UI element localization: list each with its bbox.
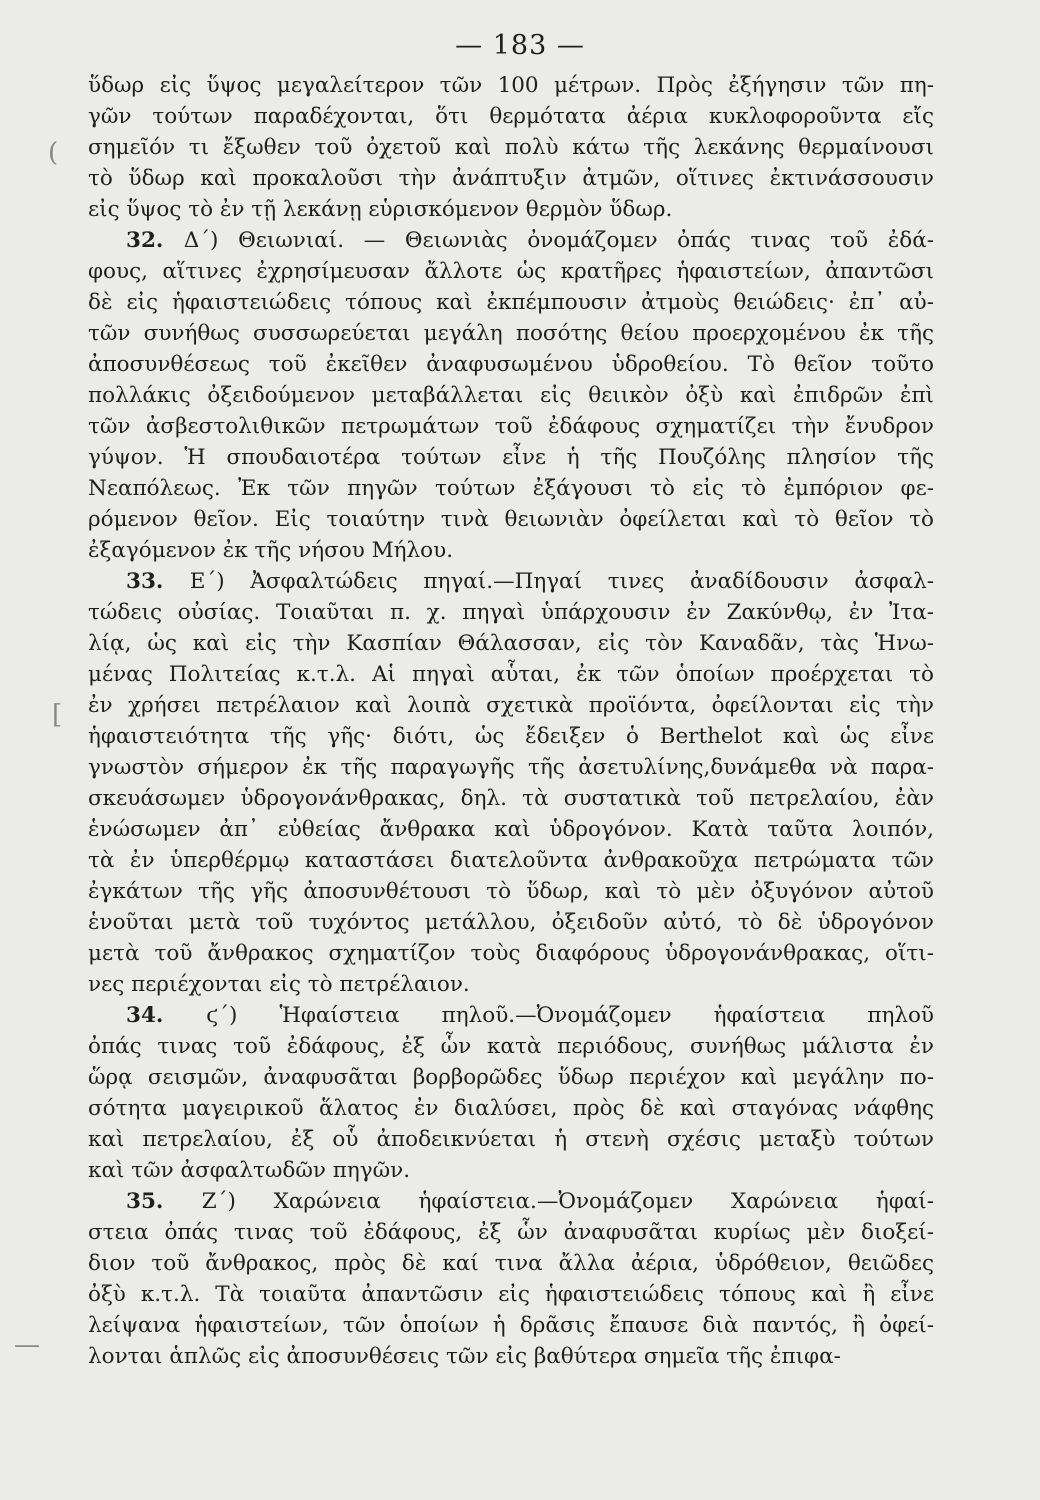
section-number: 33. (126, 569, 190, 594)
line-text: σημεῖόν τι ἔξωθεν τοῦ ὀχετοῦ καὶ πολὺ κάτω τῆς λεκάνης θερμαίνουσι (88, 135, 934, 160)
text-line (88, 318, 934, 349)
text-line (88, 1124, 934, 1155)
text-line (88, 1031, 934, 1062)
text-line (88, 349, 934, 380)
line-text: δὲ εἰς ἡφαιστειώδεις τόπους καὶ ἐκπέμπουσιν ἀτμοὺς θειώδεις· ἐπ᾽ αὐ- (88, 290, 934, 315)
line-text: νες περιέχονται εἰς τὸ πετρέλαιον. (88, 972, 470, 997)
text-line (88, 256, 934, 287)
text-line (88, 1062, 934, 1093)
line-text: ἑνοῦται μετὰ τοῦ τυχόντος μετάλλου, ὀξειδοῦν αὐτό, τὸ δὲ ὑδρογόνον (88, 910, 934, 935)
text-line (88, 70, 934, 101)
line-text: τώδεις οὐσίας. Τοιαῦται π. χ. πηγαὶ ὑπάρχουσιν ἐν Ζακύνθῳ, ἐν Ἰτα- (88, 600, 934, 625)
line-text: ὥρᾳ σεισμῶν, ἀναφυσᾶται βορβορῶδες ὕδωρ περιέχον καὶ μεγάλην πο- (88, 1065, 934, 1090)
line-text: διον τοῦ ἄνθρακος, πρὸς δὲ καί τινα ἄλλα ἀέρια, ὑδρόθειον, θειῶδες (88, 1251, 934, 1276)
line-text: ἑνώσωμεν ἀπ᾽ εὐθείας ἄνθρακα καὶ ὑδρογόνον. Κατὰ ταῦτα λοιπόν, (88, 817, 934, 842)
line-text: σότητα μαγειρικοῦ ἅλατος ἐν διαλύσει, πρὸς δὲ καὶ σταγόνας νάφθης (88, 1096, 934, 1121)
text-line (88, 380, 934, 411)
line-text: τῶν συνήθως συσσωρεύεται μεγάλη ποσότης θείου προερχομένου ἐκ τῆς (88, 321, 934, 346)
text-line (88, 969, 934, 1000)
text-line (88, 194, 934, 225)
line-text: Ζ΄) Χαρώνεια ἡφαίστεια.—Ὀνομάζομεν Χαρώνεια ἡφαί- (201, 1189, 934, 1214)
text-line (88, 1279, 934, 1310)
body-text (88, 70, 934, 1372)
section-number: 34. (126, 1003, 207, 1028)
text-line (88, 690, 934, 721)
margin-dash-mark: — (14, 1330, 40, 1360)
text-line (88, 101, 934, 132)
text-line (88, 938, 934, 969)
line-text: Νεαπόλεως. Ἐκ τῶν πηγῶν τούτων ἐξάγουσι τὸ εἰς τὸ ἐμπόριον φε- (88, 476, 934, 501)
line-text: ἡφαιστειότητα τῆς γῆς· διότι, ὡς ἔδειξεν ὁ Berthelot καὶ ὡς εἶνε (88, 724, 934, 749)
line-text: γνωστὸν σήμερον ἐκ τῆς παραγωγῆς τῆς ἀσετυλίνης,δυνάμεθα νὰ παρα- (88, 755, 934, 780)
line-text: Ε΄) Ἀσφαλτώδεις πηγαί.—Πηγαί τινες ἀναδίδουσιν ἀσφαλ- (189, 569, 934, 594)
line-text: ἐν χρήσει πετρέλαιον καὶ λοιπὰ σχετικὰ προϊόντα, ὀφείλονται εἰς τὴν (88, 693, 934, 718)
line-text: ὀπάς τινας τοῦ ἐδάφους, ἐξ ὧν κατὰ περιόδους, συνήθως μάλιστα ἐν (88, 1034, 934, 1059)
line-text: πολλάκις ὀξειδούμενον μεταβάλλεται εἰς θειικὸν ὀξὺ καὶ ἐπιδρῶν ἐπὶ (88, 383, 934, 408)
text-line (88, 163, 934, 194)
text-line (88, 1341, 934, 1372)
line-text: ἀποσυνθέσεως τοῦ ἐκεῖθεν ἀναφυσωμένου ὑδροθείου. Τὸ θεῖον τοῦτο (88, 352, 934, 377)
margin-bracket-mark: ( (48, 138, 59, 168)
text-line (88, 287, 934, 318)
text-line (88, 1248, 934, 1279)
text-line (88, 907, 934, 938)
text-line (88, 659, 934, 690)
line-text: ἐξαγόμενον ἐκ τῆς νήσου Μήλου. (88, 538, 454, 563)
text-line (88, 504, 934, 535)
page-number: — 183 — (455, 30, 585, 61)
line-text: λείψανα ἡφαιστείων, τῶν ὁποίων ἡ δρᾶσις ἔπαυσε διὰ παντός, ἢ ὀφεί- (88, 1313, 934, 1338)
text-line (88, 721, 934, 752)
text-line (88, 442, 934, 473)
line-text: εἰς ὕψος τὸ ἐν τῇ λεκάνῃ εὑρισκόμενον θερμὸν ὕδωρ. (88, 197, 673, 222)
text-line (88, 473, 934, 504)
line-text: λίᾳ, ὡς καὶ εἰς τὴν Κασπίαν Θάλασσαν, εἰς τὸν Καναδᾶν, τὰς Ἡνω- (88, 631, 934, 656)
text-line (88, 225, 934, 256)
text-line (88, 876, 934, 907)
line-text: μένας Πολιτείας κ.τ.λ. Αἱ πηγαὶ αὗται, ἐκ τῶν ὁποίων προέρχεται τὸ (88, 662, 934, 687)
text-line (88, 132, 934, 163)
line-text: ὀξὺ κ.τ.λ. Τὰ τοιαῦτα ἀπαντῶσιν εἰς ἡφαιστειώδεις τόπους καὶ ἢ εἶνε (88, 1282, 934, 1307)
line-text: ἐγκάτων τῆς γῆς ἀποσυνθέτουσι τὸ ὕδωρ, καὶ τὸ μὲν ὀξυγόνον αὐτοῦ (88, 879, 934, 904)
line-text: ϛ΄) Ἡφαίστεια πηλοῦ.—Ὀνομάζομεν ἡφαίστεια πηλοῦ (206, 1003, 934, 1028)
line-text: ὕδωρ εἰς ὕψος μεγαλείτερον τῶν 100 μέτρων. Πρὸς ἐξήγησιν τῶν πη- (88, 73, 934, 98)
text-line (88, 783, 934, 814)
section-number: 35. (126, 1189, 202, 1214)
text-line (88, 1000, 934, 1031)
line-text: γῶν τούτων παραδέχονται, ὅτι θερμότατα ἀέρια κυκλοφοροῦντα εἴς (88, 104, 934, 129)
line-text: γύψον. Ἡ σπουδαιοτέρα τούτων εἶνε ἡ τῆς Πουζόλης πλησίον τῆς (88, 445, 934, 470)
text-line (88, 1310, 934, 1341)
text-line (88, 535, 934, 566)
line-text: καὶ τῶν ἀσφαλτωδῶν πηγῶν. (88, 1158, 411, 1183)
section-number: 32. (126, 228, 184, 253)
text-line (88, 628, 934, 659)
line-text: στεια ὀπάς τινας τοῦ ἐδάφους, ἐξ ὧν ἀναφυσᾶται κυρίως μὲν διοξεί- (88, 1220, 934, 1245)
line-text: σκευάσωμεν ὑδρογονάνθρακας, δηλ. τὰ συστατικὰ τοῦ πετρελαίου, ἐὰν (88, 786, 934, 811)
text-line (88, 1155, 934, 1186)
line-text: τὸ ὕδωρ καὶ προκαλοῦσι τὴν ἀνάπτυξιν ἀτμῶν, οἵτινες ἐκτινάσσουσιν (88, 166, 934, 191)
text-line (88, 566, 934, 597)
margin-bracket-mark: [ (52, 700, 63, 730)
line-text: τὰ ἐν ὑπερθέρμῳ καταστάσει διατελοῦντα ἀνθρακοῦχα πετρώματα τῶν (88, 848, 934, 873)
text-line (88, 845, 934, 876)
text-line (88, 1093, 934, 1124)
line-text: τῶν ἀσβεστολιθικῶν πετρωμάτων τοῦ ἐδάφους σχηματίζει τὴν ἔνυδρον (88, 414, 934, 439)
line-text: φους, αἵτινες ἐχρησίμευσαν ἄλλοτε ὡς κρατῆρες ἡφαιστείων, ἀπαντῶσι (88, 259, 934, 284)
text-line (88, 814, 934, 845)
line-text: λονται ἁπλῶς εἰς ἀποσυνθέσεις τῶν εἰς βαθύτερα σημεῖα τῆς ἐπιφα- (88, 1344, 841, 1369)
text-line (88, 1186, 934, 1217)
line-text: καὶ πετρελαίου, ἐξ οὗ ἀποδεικνύεται ἡ στενὴ σχέσις μεταξὺ τούτων (88, 1127, 934, 1152)
text-line (88, 752, 934, 783)
text-line (88, 597, 934, 628)
text-line (88, 1217, 934, 1248)
line-text: ρόμενον θεῖον. Εἰς τοιαύτην τινὰ θειωνιὰν ὀφείλεται καὶ τὸ θεῖον τὸ (88, 507, 934, 532)
line-text: Δ΄) Θειωνιαί. — Θειωνιὰς ὀνομάζομεν ὀπάς τινας τοῦ ἐδά- (183, 228, 934, 253)
line-text: μετὰ τοῦ ἄνθρακος σχηματίζον τοὺς διαφόρους ὑδρογονάνθρακας, οἵτι- (88, 941, 934, 966)
text-line (88, 411, 934, 442)
